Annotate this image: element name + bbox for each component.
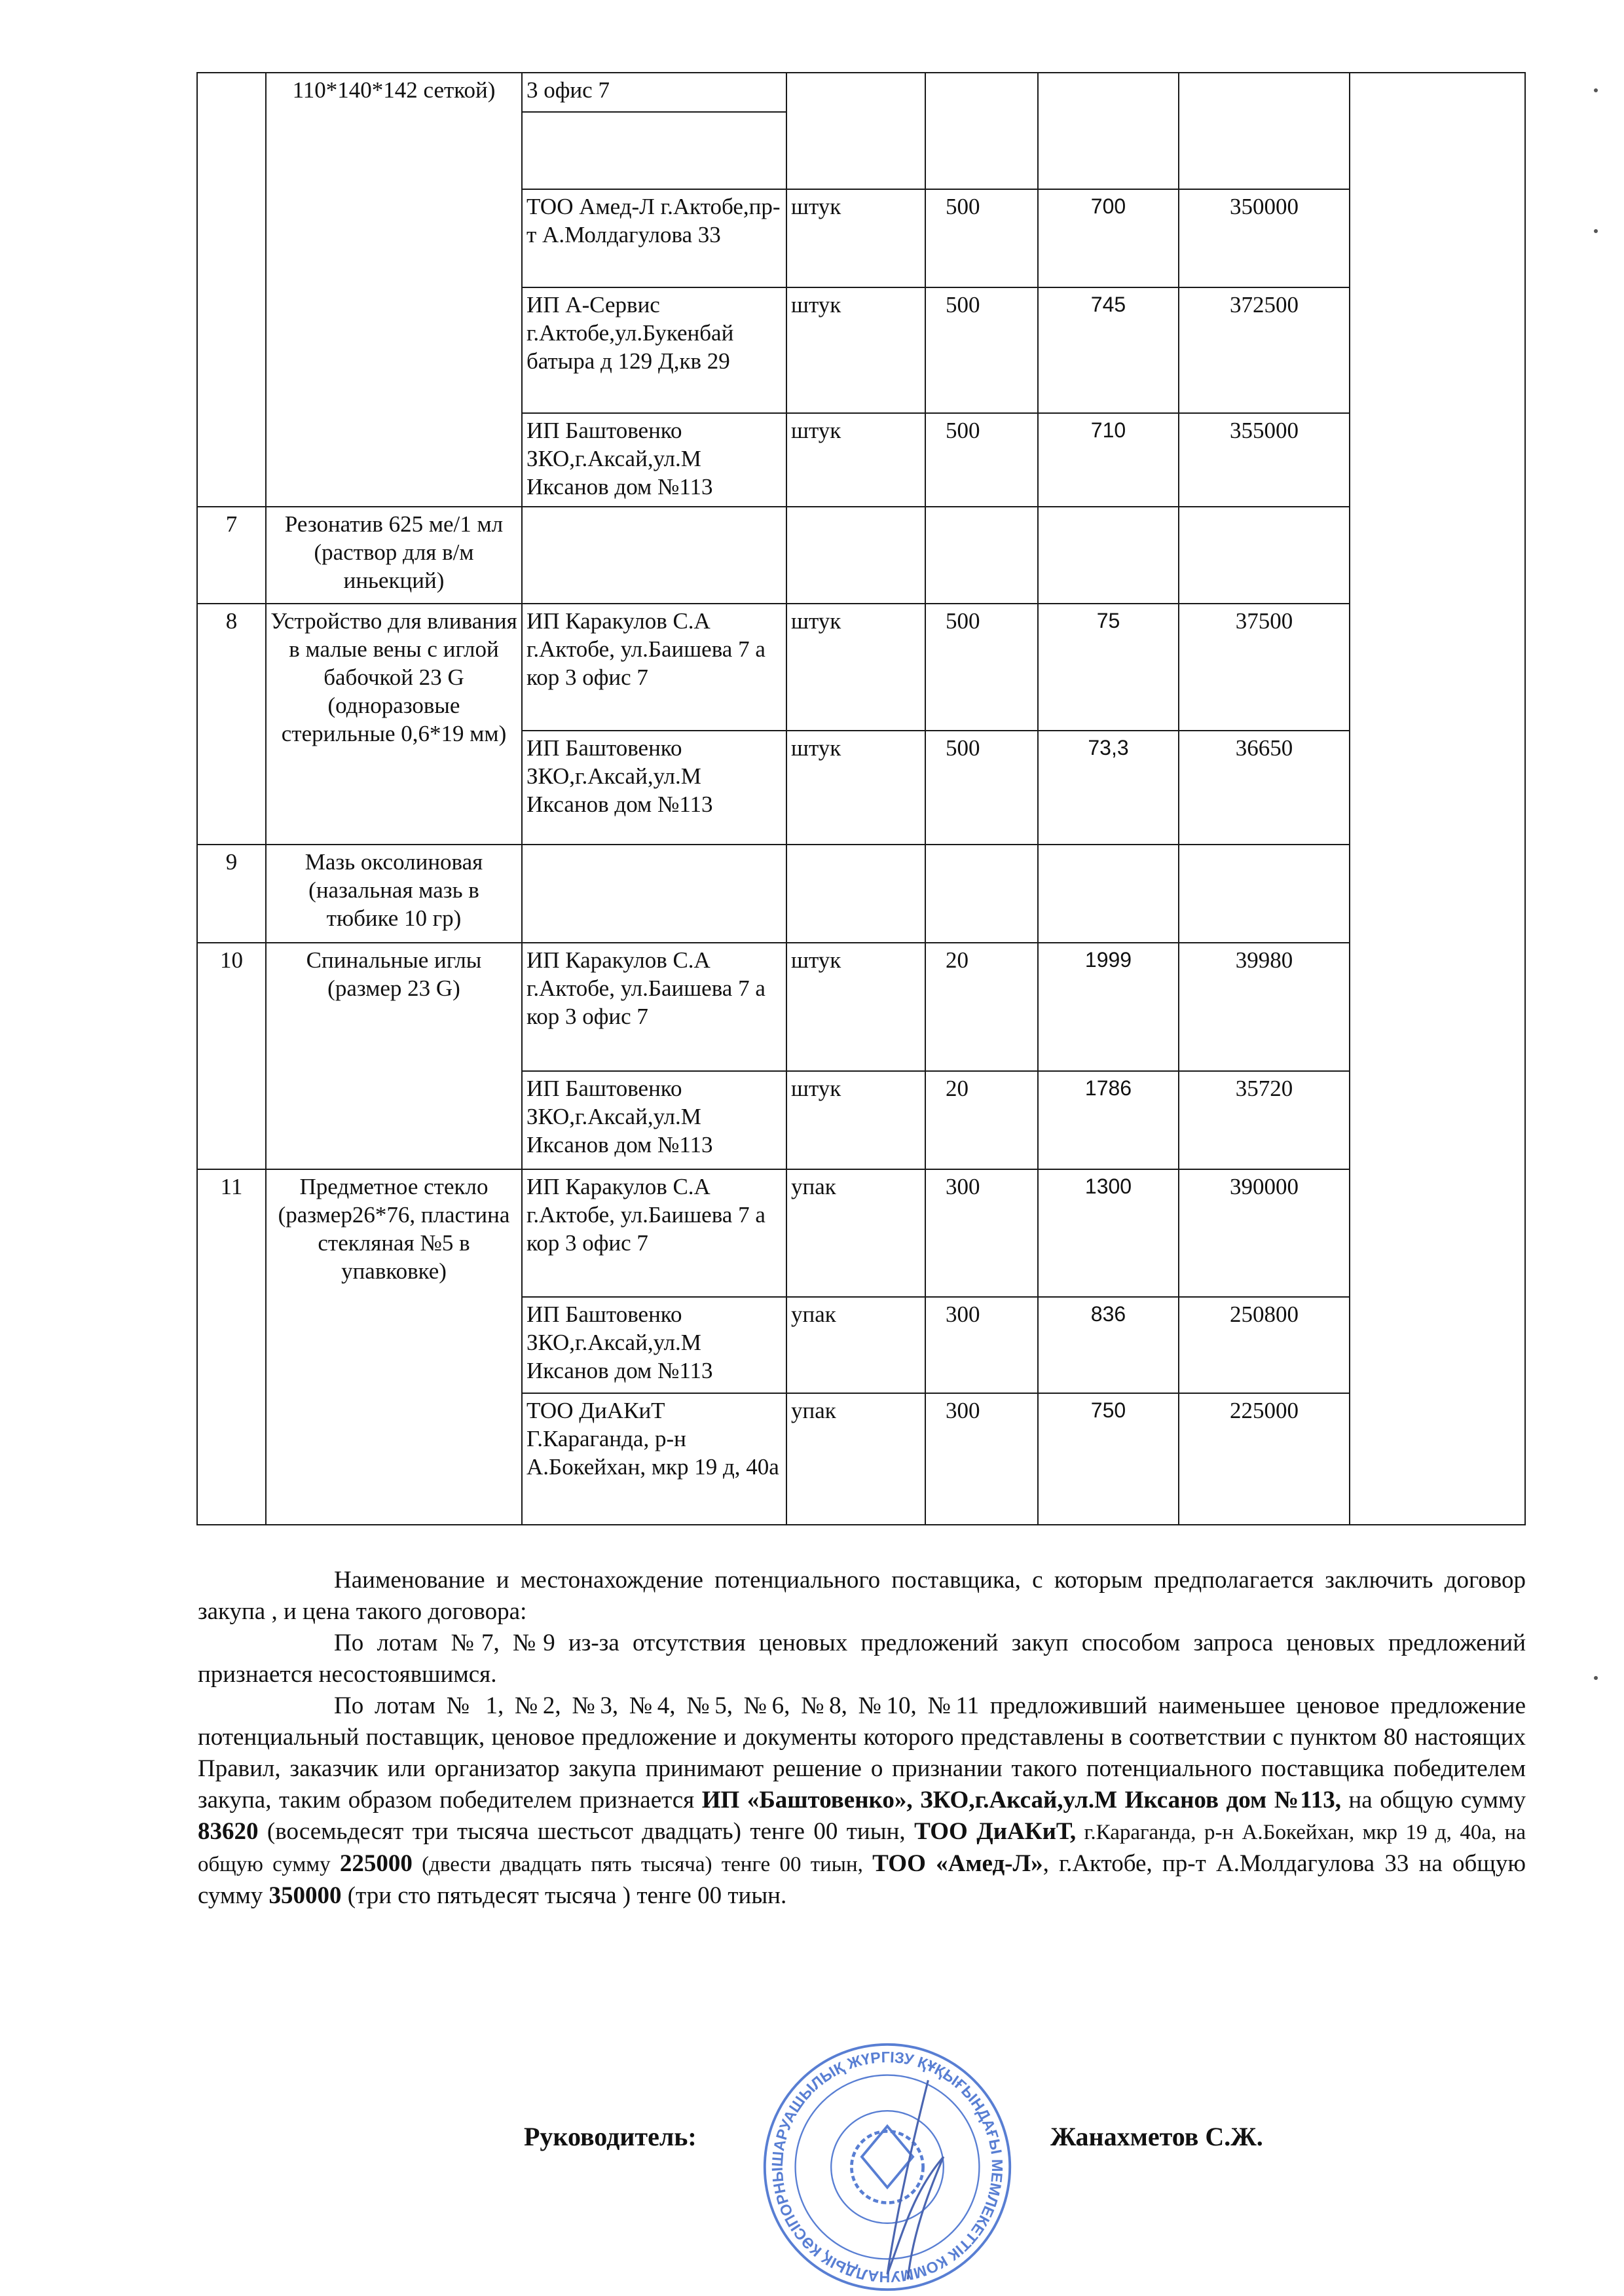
unit-cell: штук: [786, 943, 925, 1071]
supplier-cell: ИП Баштовенко ЗКО,г.Аксай,ул.М Иксанов дом №113: [522, 1297, 786, 1393]
supplier-cell: ИП Каракулов С.А г.Актобе, ул.Баишева 7 а кор 3 офис 7: [522, 943, 786, 1071]
winner-1-sum: 83620: [198, 1818, 259, 1845]
table-row: [197, 73, 1525, 112]
signature-name: Жанахметов С.Ж.: [1050, 2122, 1263, 2151]
text-span: , г.Актобе, пр-т А.Молдагулова 33 на общую сумму: [198, 1850, 1526, 1909]
table-row: [197, 604, 1525, 731]
supplier-cell: ИП А-Сервис г.Актобе,ул.Букенбай батыра д 129 Д,кв 29: [522, 287, 786, 413]
unit-cell: упак: [786, 1393, 925, 1525]
quantity-cell: 500: [925, 413, 1038, 507]
lot-name-cell: 110*140*142 сеткой): [266, 73, 522, 507]
text-span: на общую сумму: [1340, 1787, 1526, 1813]
unit-cell: штук: [786, 413, 925, 507]
price-cell: 700: [1038, 189, 1179, 287]
supplier-cell: ИП Баштовенко ЗКО,г.Аксай,ул.М Иксанов дом №113: [522, 731, 786, 845]
table-row: [197, 943, 1525, 1071]
conclusion-text: [198, 1565, 1526, 1912]
price-cell: 710: [1038, 413, 1179, 507]
sum-cell: [1179, 507, 1350, 604]
empty-column: [1350, 73, 1525, 1525]
price-cell: 745: [1038, 287, 1179, 413]
supplier-cell: [522, 112, 786, 189]
lot-number-cell: 9: [197, 845, 266, 943]
text-span: (восемьдесят три тысяча шестьсот двадцать) тенге 00 тиын,: [258, 1818, 915, 1845]
sum-cell: 35720: [1179, 1071, 1350, 1169]
unit-cell: штук: [786, 731, 925, 845]
winner-3-sum: 350000: [268, 1882, 342, 1909]
quantity-cell: [925, 507, 1038, 604]
supplier-cell: ИП Баштовенко ЗКО,г.Аксай,ул.М Иксанов дом №113: [522, 1071, 786, 1169]
sum-cell: [1179, 73, 1350, 189]
quantity-cell: 300: [925, 1169, 1038, 1297]
unit-cell: упак: [786, 1297, 925, 1393]
winner-2-sum: 225000: [339, 1850, 413, 1877]
sum-cell: 39980: [1179, 943, 1350, 1071]
price-cell: [1038, 507, 1179, 604]
supplier-cell: 3 офис 7: [522, 73, 786, 112]
text-span: (три сто пятьдесят тысяча ) тенге 00 тиын.: [341, 1882, 787, 1909]
winner-2: ТОО ДиАКиТ,: [914, 1818, 1077, 1845]
supplier-cell: ИП Каракулов С.А г.Актобе, ул.Баишева 7 а кор 3 офис 7: [522, 1169, 786, 1297]
quantity-cell: 500: [925, 604, 1038, 731]
unit-cell: [786, 73, 925, 189]
unit-cell: упак: [786, 1169, 925, 1297]
unit-cell: [786, 845, 925, 943]
price-cell: 75: [1038, 604, 1179, 731]
sum-cell: [1179, 845, 1350, 943]
unit-cell: [786, 507, 925, 604]
price-cell: 836: [1038, 1297, 1179, 1393]
signature-role: Руководитель:: [524, 2122, 697, 2151]
sum-cell: 36650: [1179, 731, 1350, 845]
lot-name-cell: Устройство для вливания в малые вены с иглой бабочкой 23 G (одноразовые стерильные 0,6*19 мм): [266, 604, 522, 845]
unit-cell: штук: [786, 1071, 925, 1169]
quantity-cell: 500: [925, 731, 1038, 845]
scan-speck: [1594, 1676, 1598, 1680]
price-cell: 1786: [1038, 1071, 1179, 1169]
price-cell: 750: [1038, 1393, 1179, 1525]
lot-name-cell: Предметное стекло (размер26*76, пластина стекляная №5 в упавковке): [266, 1169, 522, 1525]
winner-1: ИП «Баштовенко», ЗКО,г.Аксай,ул.М Иксанов дом №113,: [701, 1787, 1341, 1813]
lot-name-cell: Мазь оксолиновая (назальная мазь в тюбике 10 гр): [266, 845, 522, 943]
sum-cell: 390000: [1179, 1169, 1350, 1297]
supplier-cell: ТОО ДиАКиТ Г.Караганда, р-н А.Бокейхан, мкр 19 д, 40а: [522, 1393, 786, 1525]
quantity-cell: 300: [925, 1393, 1038, 1525]
supplier-cell: ИП Баштовенко ЗКО,г.Аксай,ул.М Иксанов дом №113: [522, 413, 786, 507]
lot-number-cell: 7: [197, 507, 266, 604]
price-cell: [1038, 845, 1179, 943]
svg-text:ШАРУАШЫЛЫҚ ЖҮРГІЗУ ҚҰҚЫҒЫНДАҒЫ: ШАРУАШЫЛЫҚ ЖҮРГІЗУ ҚҰҚЫҒЫНДАҒЫ МЕМЛЕКЕТТІК КОММУНАЛДЫҚ КӘСІПОРНЫ: [768, 2049, 1006, 2286]
table-row: [197, 845, 1525, 943]
price-cell: 73,3: [1038, 731, 1179, 845]
winner-3: ТОО «Амед-Л»: [872, 1850, 1043, 1877]
unit-cell: штук: [786, 287, 925, 413]
sum-cell: 355000: [1179, 413, 1350, 507]
text-span: г.Караганда, р-н А.Бокейхан, мкр 19 д, 40а, на общую сумму: [198, 1821, 1526, 1876]
unit-cell: штук: [786, 189, 925, 287]
supplier-cell: ИП Каракулов С.А г.Актобе, ул.Баишева 7 а кор 3 офис 7: [522, 604, 786, 731]
sum-cell: 372500: [1179, 287, 1350, 413]
quantity-cell: 500: [925, 189, 1038, 287]
unit-cell: штук: [786, 604, 925, 731]
sum-cell: 225000: [1179, 1393, 1350, 1525]
paragraph-supplier-intro: Наименование и местонахождение потенциального поставщика, с которым предполагается заключить договор закупа , и цена такого договора:: [198, 1567, 1526, 1625]
text-span: (двести двадцать пять тысяча) тенге 00 тиын,: [412, 1853, 873, 1876]
quantity-cell: 20: [925, 1071, 1038, 1169]
table-row: [197, 507, 1525, 604]
supplier-cell: [522, 507, 786, 604]
lot-number-cell: 10: [197, 943, 266, 1169]
procurement-table: [196, 72, 1526, 1525]
paragraph-failed-lots: По лотам №7, №9 из-за отсутствия ценовых предложений закуп способом запроса ценовых предложений признается несостоявшимся.: [198, 1630, 1526, 1688]
table-row: [197, 1169, 1525, 1297]
lot-number-cell: [197, 73, 266, 507]
lot-number-cell: 8: [197, 604, 266, 845]
sum-cell: 250800: [1179, 1297, 1350, 1393]
quantity-cell: [925, 73, 1038, 189]
lot-name-cell: Резонатив 625 ме/1 мл (раствор для в/м иньекций): [266, 507, 522, 604]
scan-speck: [1594, 229, 1598, 233]
paragraph-winners: [198, 1690, 1526, 1912]
text-span: По лотам № 1, №2, №3, №4, №5, №6, №8, №10, №11 предложивший наименьшее ценовое предложение потенциальный поставщик, ценовое предложение и документы которого представлены в соответствии с пунктом 80 настоящих Правил, заказчик или организатор закупа принимают решение о признании такого потенциального поставщика победителем закупа, таким образом победителем признается: [198, 1692, 1526, 1813]
scan-speck: [1594, 88, 1598, 92]
price-cell: [1038, 73, 1179, 189]
quantity-cell: 300: [925, 1297, 1038, 1393]
price-cell: 1999: [1038, 943, 1179, 1071]
lot-number-cell: 11: [197, 1169, 266, 1525]
sum-cell: 350000: [1179, 189, 1350, 287]
quantity-cell: 20: [925, 943, 1038, 1071]
supplier-cell: [522, 845, 786, 943]
official-stamp: [760, 2039, 1015, 2295]
lot-name-cell: Спинальные иглы (размер 23 G): [266, 943, 522, 1169]
quantity-cell: [925, 845, 1038, 943]
supplier-cell: ТОО Амед-Л г.Актобе,пр-т А.Молдагулова 33: [522, 189, 786, 287]
quantity-cell: 500: [925, 287, 1038, 413]
price-cell: 1300: [1038, 1169, 1179, 1297]
sum-cell: 37500: [1179, 604, 1350, 731]
